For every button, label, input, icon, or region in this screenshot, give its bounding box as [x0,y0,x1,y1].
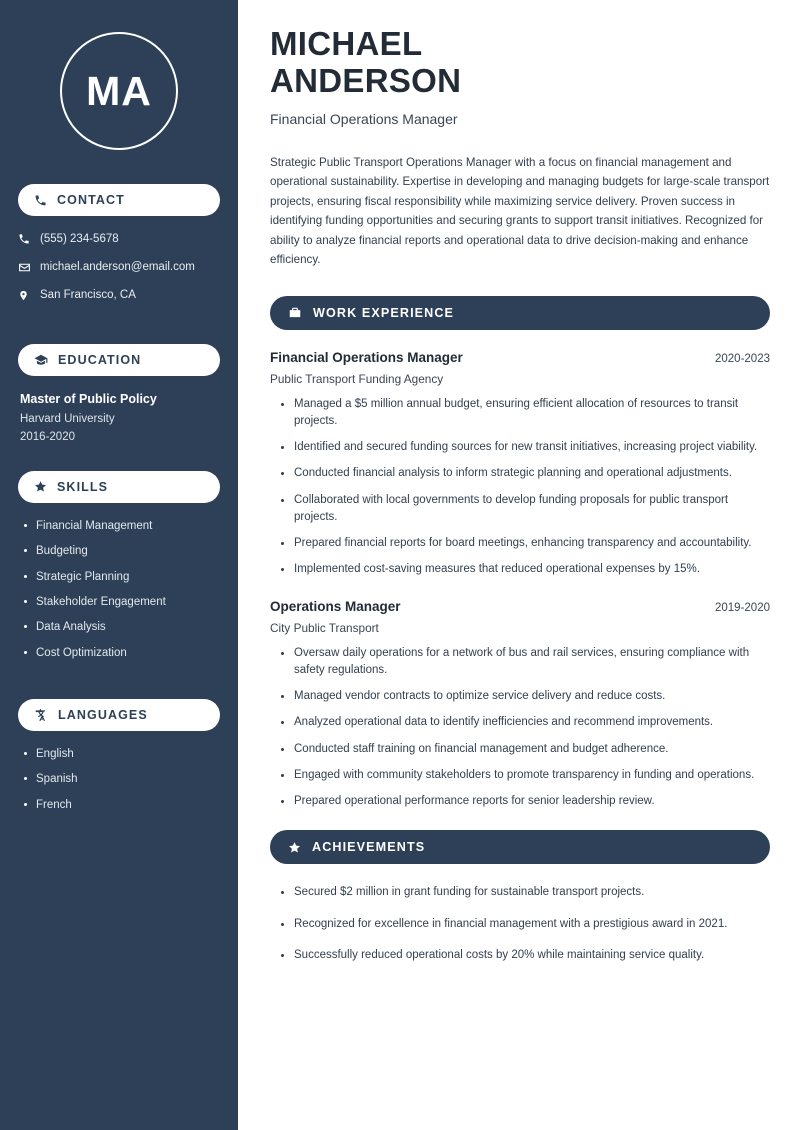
sidebar-section-title-education: EDUCATION [58,352,142,367]
education-years: 2016-2020 [20,430,75,443]
achievements-list [270,884,770,964]
experience-entry [270,599,770,811]
envelope-icon [18,261,40,274]
section-title-work-experience: WORK EXPERIENCE [313,305,455,320]
contact-email-value: michael.anderson@email.com [40,260,195,273]
list-item: Prepared financial reports for board meetings, enhancing transparency and accountability. [280,535,770,552]
contact-list [18,232,220,316]
list-item: Successfully reduced operational costs by 20% while maintaining service quality. [280,947,770,964]
experience-title: Financial Operations Manager [270,349,463,365]
experience-organization: Public Transport Funding Agency [270,371,444,386]
contact-phone [18,232,220,247]
section-header-achievements [270,830,770,864]
sidebar-section-header-skills [18,471,220,503]
avatar: MA [60,32,178,150]
first-name: MICHAEL [270,25,423,62]
experience-dates: 2020-2023 [715,352,770,365]
star-icon [288,841,301,854]
list-item: Identified and secured funding sources for new transit initiatives, increasing project viability. [280,439,770,456]
experience-organization: City Public Transport [270,620,379,635]
sidebar-section-header-contact [18,184,220,216]
section-title-achievements: ACHIEVEMENTS [312,840,426,855]
experience-dates: 2019-2020 [715,601,770,614]
page-title [270,26,770,100]
experience-entry [270,350,770,579]
translate-icon [34,708,48,722]
experience-bullet-list [270,645,770,811]
phone-icon [18,233,40,245]
avatar-container [18,32,220,150]
list-item: Prepared operational performance reports for senior leadership review. [280,793,770,810]
list-item: French [22,798,220,812]
sidebar-section-header-languages [18,699,220,731]
list-item: Financial Management [22,519,220,533]
sidebar-section-title-skills: SKILLS [57,479,109,494]
list-item: Implemented cost-saving measures that reduced operational expenses by 15%. [280,561,770,578]
sidebar [0,0,238,1130]
section-header-work-experience [270,296,770,330]
languages-list [18,747,220,823]
experience-title: Operations Manager [270,598,401,614]
list-item: Collaborated with local governments to develop funding proposals for public transport projects. [280,492,770,527]
list-item: Conducted financial analysis to inform strategic planning and operational adjustments. [280,465,770,482]
list-item: Recognized for excellence in financial management with a prestigious award in 2021. [280,916,770,933]
list-item: Data Analysis [22,620,220,634]
education-degree: Master of Public Policy [20,391,157,406]
list-item: Analyzed operational data to identify inefficiencies and recommend improvements. [280,714,770,731]
list-item: Strategic Planning [22,570,220,584]
list-item: Stakeholder Engagement [22,595,220,609]
experience-bullet-list [270,396,770,579]
list-item: Managed vendor contracts to optimize service delivery and reduce costs. [280,688,770,705]
list-item: Managed a $5 million annual budget, ensuring efficient allocation of resources to transit projects. [280,396,770,431]
graduation-cap-icon [34,353,48,367]
list-item: Oversaw daily operations for a network of bus and rail services, ensuring compliance with safety regulations. [280,645,770,680]
list-item: Conducted staff training on financial management and budget adherence. [280,741,770,758]
contact-location [18,288,220,303]
list-item: Secured $2 million in grant funding for sustainable transport projects. [280,884,770,901]
sidebar-section-title-languages: LANGUAGES [58,708,148,723]
contact-phone-value: (555) 234-5678 [40,233,119,245]
list-item: Spanish [22,772,220,786]
skills-list [18,519,220,671]
list-item: Cost Optimization [22,646,220,660]
contact-email [18,260,220,275]
map-pin-icon [18,289,40,302]
education-school: Harvard University [20,412,115,425]
briefcase-icon [288,306,302,320]
list-item: Budgeting [22,544,220,558]
star-icon [34,480,47,493]
education-entry [18,392,220,443]
list-item: English [22,747,220,761]
phone-icon [34,194,47,207]
professional-summary: Strategic Public Transport Operations Manager with a focus on financial management and operational sustainability. Expertise in developing and managing budgets for large-scale transport projects, ensuring fiscal responsibility while maximizing service delivery. Proven success in identifying funding opportunities and securing grants to support transit initiatives. Recognized for ability to analyze financial reports and operational data to drive decision-making and enhance efficiency. [270,155,770,267]
experience-header [270,350,770,365]
sidebar-section-header-education [18,344,220,376]
job-title-subheading: Financial Operations Manager [270,110,458,127]
main-content [238,0,800,1130]
experience-header [270,599,770,614]
list-item: Engaged with community stakeholders to promote transparency in funding and operations. [280,767,770,784]
sidebar-section-title-contact: CONTACT [57,193,125,207]
contact-location-value: San Francisco, CA [40,288,136,301]
last-name: ANDERSON [270,61,462,99]
